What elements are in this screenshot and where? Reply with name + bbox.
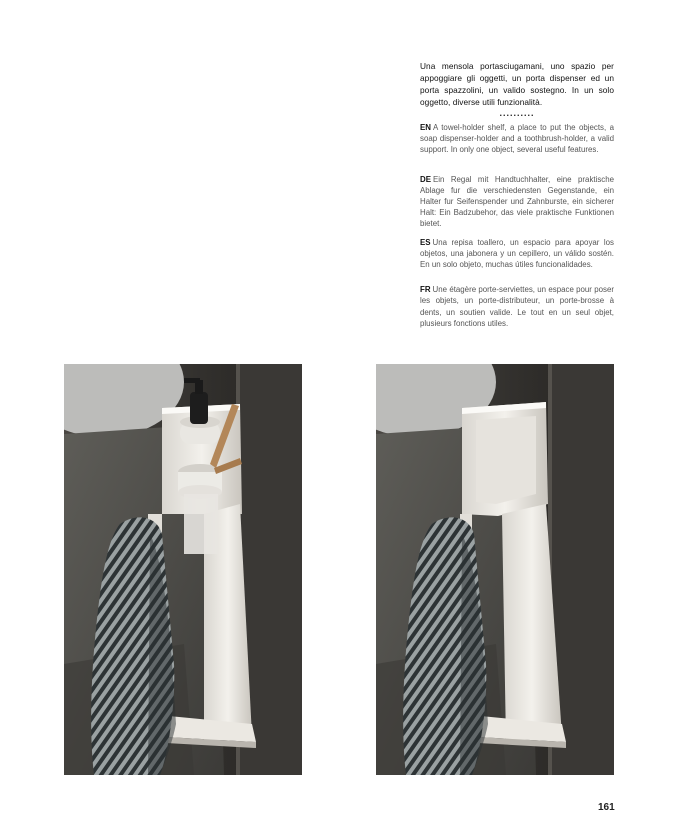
lang-text-en: A towel-holder shelf, a place to put the objects, a soap dispenser-holder and a toothbrush-holder, a valid support. In only one object, several useful features. <box>420 123 614 155</box>
product-photo-empty-shelf <box>376 364 614 775</box>
lang-text-fr: Une étagère porte-serviettes, un espace pour poser les objets, un porte-distributeur, un porte-brosse à dents, un soutien valide. Le tout en un seul objet, plusieurs fonctions utiles. <box>420 285 614 328</box>
product-photo-with-accessories <box>64 364 302 775</box>
intro-paragraph: Una mensola portasciugamani, uno spazio per appoggiare gli oggetti, un porta dispenser ed un porta spazzolini, un valido sostegno. In un solo oggetto, diverse utili funzionalità. <box>420 61 614 107</box>
lang-code-es: ES <box>420 237 431 247</box>
lang-paragraph-fr <box>420 284 614 329</box>
lang-paragraph-es <box>420 237 614 271</box>
lang-paragraph-en <box>420 122 614 156</box>
lang-text-de: Ein Regal mit Handtuchhalter, eine praktische Ablage fur die verschiedensten Gegenstande, ein Halter fur Seifenspender und Zahnburste, ein sicherer Halt: Ein Badzubehor, das viele praktische Funktionen bietet. <box>420 174 614 229</box>
page-number: 161 <box>598 802 615 813</box>
lang-paragraph-de <box>420 174 614 230</box>
lang-text-es: Una repisa toallero, un espacio para apoyar los objetos, una jabonera y un cepillero, un válido sostén. En un solo objeto, muchas útiles funcionalidades. <box>420 237 614 270</box>
lang-code-de: DE <box>420 174 431 184</box>
lang-code-en: EN <box>420 123 431 132</box>
text-column <box>420 60 614 329</box>
lang-code-fr: FR <box>420 285 431 295</box>
dotted-divider: .......... <box>499 108 535 118</box>
